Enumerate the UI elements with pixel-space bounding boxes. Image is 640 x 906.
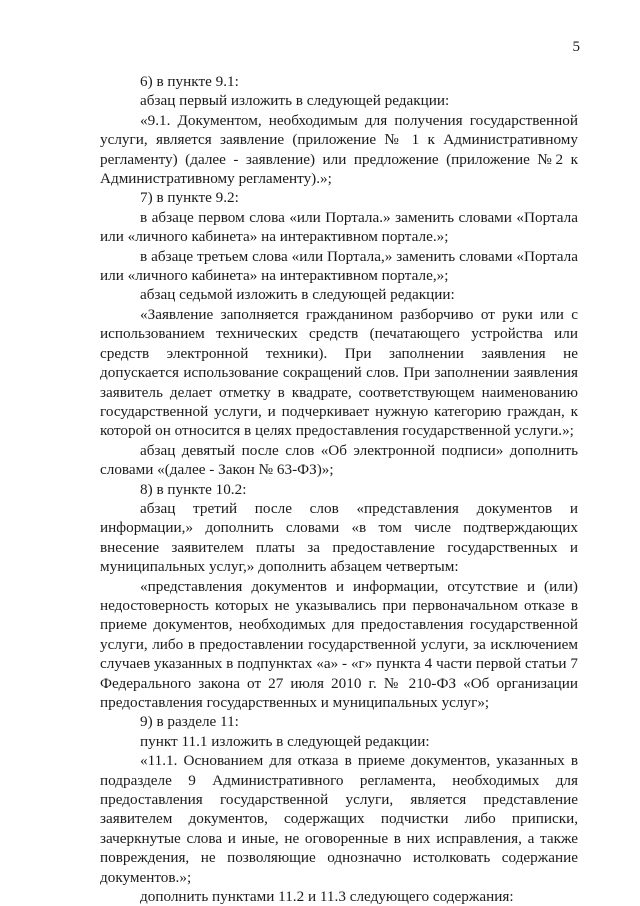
paragraph-item-6: 6) в пункте 9.1: [140,73,239,90]
paragraph-quote-documents: «представления документов и информации, отсутствие и (или) недостоверность которых не указывались при первоначальном отказе в приеме документов, необходимых для предоставления государственной услуги, либо в предоставлении государственной услуги, за исключением случаев указанных в подпунктах «а» - «г» пункта 4 части первой статьи 7 Федерального закона от 27 июля 2010 г. № 210-ФЗ «Об организации предоставления государственных и муниципальных услуг»; [100,577,578,711]
paragraph-item-8: 8) в пункте 10.2: [140,480,247,498]
document-body [100,72,578,906]
paragraph-quote-application: «Заявление заполняется гражданином разборчиво от руки или с использованием технических средств (печатающего устройства или средств электронной техники). При заполнении заявления не допускается использование сокращений слов. При заполнении заявления заявитель делает отметку в квадрате, соответствующем наименованию государственной услуги, и подчеркивает нужную категорию граждан, к которой он относится в целях предоставления государственной услуги.»; [100,305,578,440]
paragraph-instruction: пункт 11.1 изложить в следующей редакции: [140,732,430,750]
paragraph-amendment: в абзаце третьем слова «или Портала,» заменить словами «Портала или «личного кабинета» на интерактивном портале,»; [100,247,578,285]
paragraph-instruction: дополнить пунктами 11.2 и 11.3 следующего содержания: [140,888,514,906]
paragraph-amendment: абзац третий после слов «представления документов и информации,» дополнить словами «в том числе подтверждающих внесение заявителем платы за предоставление государственных и муниципальных услуг,» дополнить абзацем четвертым: [100,499,578,576]
paragraph-amendment: абзац девятый после слов «Об электронной подписи» дополнить словами «(далее - Закон № 63-ФЗ)»; [100,441,578,479]
paragraph-item-7: 7) в пункте 9.2: [140,189,239,207]
paragraph-instruction: абзац первый изложить в следующей редакции: [140,92,450,110]
paragraph-item-9: 9) в разделе 11: [140,713,239,731]
paragraph-instruction: абзац седьмой изложить в следующей редакции: [140,286,455,304]
page-number: 5 [572,39,580,55]
paragraph-quote-9-1: «9.1. Документом, необходимым для получения государственной услуги, является заявление (приложение № 1 к Административному регламенту) (далее - заявление) или предложение (приложение №2 к Административному регламенту).»; [100,111,578,188]
paragraph-quote-11-1: «11.1. Основанием для отказа в приеме документов, указанных в подразделе 9 Административного регламента, необходимых для предоставления государственной услуги, является представление заявителем документов, содержащих подчистки либо приписки, зачеркнутые слова и иные, не оговоренные в них исправления, а также повреждения, не позволяющие однозначно истолковать содержание документов.»; [100,752,578,886]
paragraph-amendment: в абзаце первом слова «или Портала.» заменить словами «Портала или «личного кабинета» на интерактивном портале.»; [100,208,578,246]
